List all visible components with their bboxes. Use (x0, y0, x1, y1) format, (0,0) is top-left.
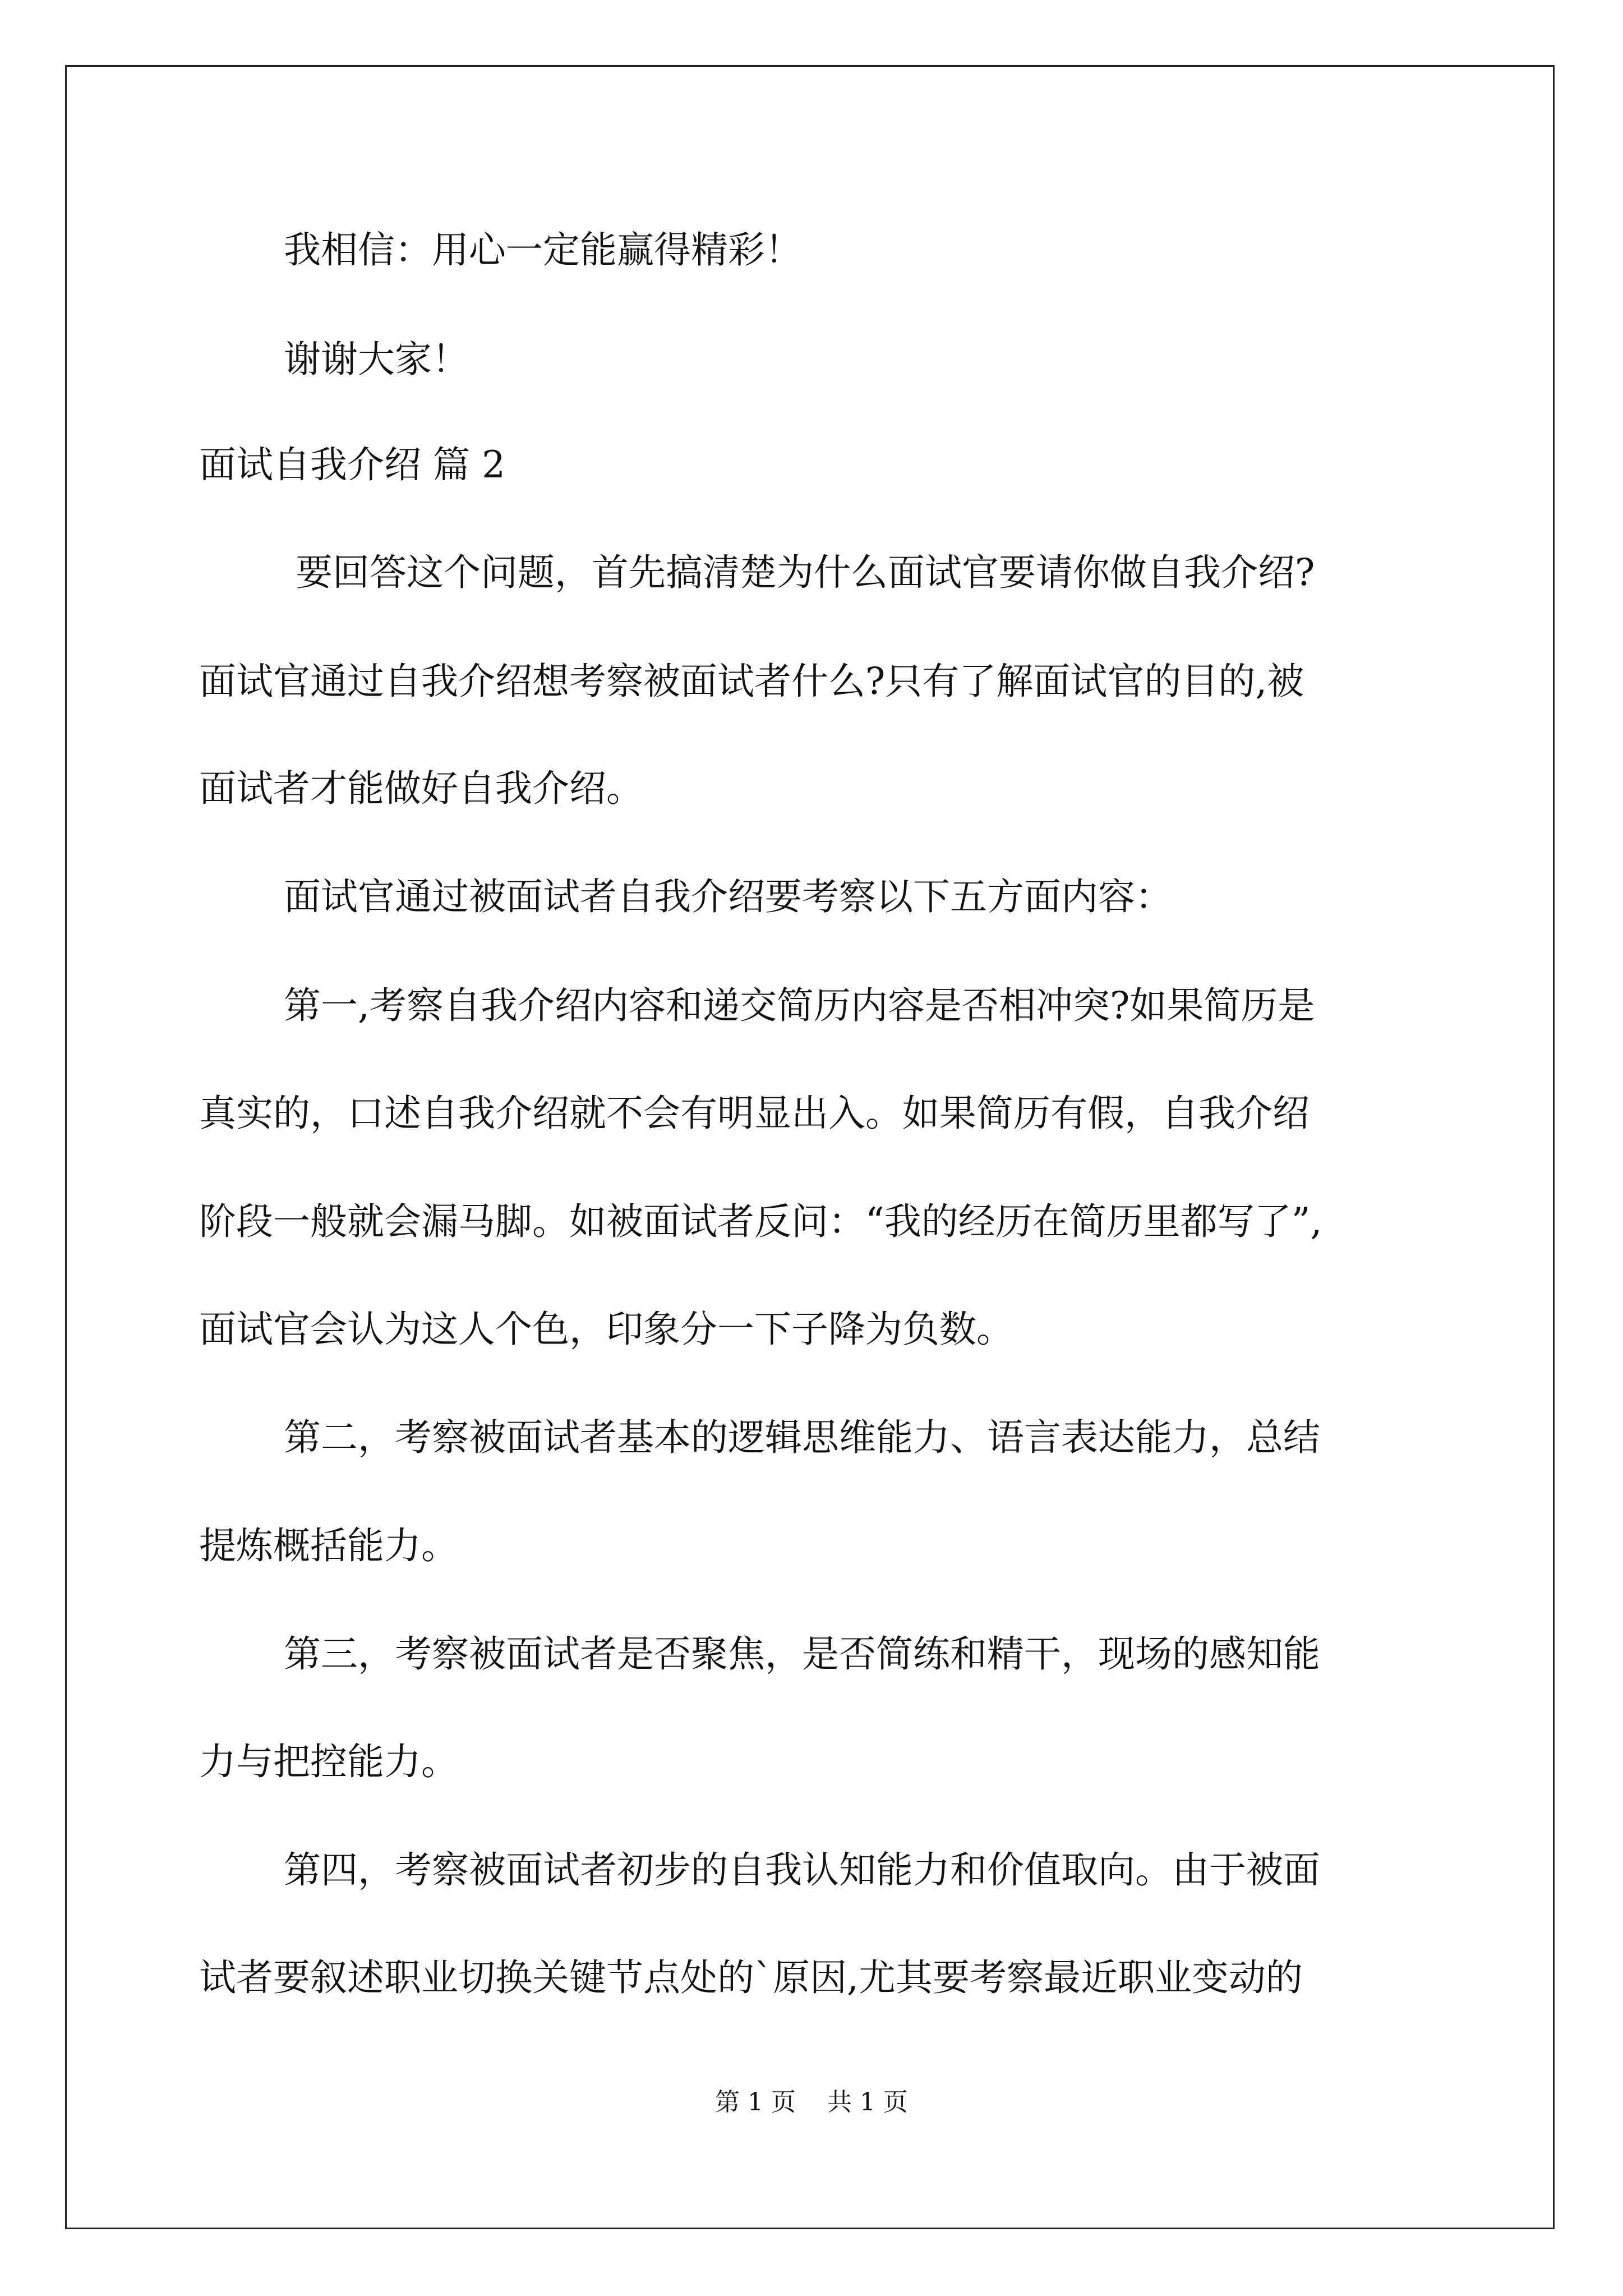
paragraph-line: 面试官会认为这人个色，印象分一下子降为负数。 (199, 1308, 1013, 1351)
paragraph-line: 第二，考察被面试者基本的逻辑思维能力、语言表达能力，总结 (284, 1416, 1320, 1459)
paragraph-line: 我相信：用心一定能赢得精彩！ (284, 228, 802, 272)
section-heading: 面试自我介绍 篇 2 (199, 443, 505, 486)
page-border (65, 65, 1555, 2229)
page-number-footer: 第 1 页 共 1 页 (715, 2088, 908, 2116)
paragraph-line: 第三，考察被面试者是否聚焦，是否简练和精干，现场的感知能 (284, 1632, 1320, 1676)
paragraph-line: 提炼概括能力。 (199, 1524, 458, 1567)
paragraph-line: 阶段一般就会漏马脚。如被面试者反问：“我的经历在简历里都写了”, (199, 1200, 1322, 1243)
paragraph-line: 第四，考察被面试者初步的自我认知能力和价值取向。由于被面 (284, 1848, 1320, 1892)
paragraph-line: 面试官通过自我介绍想考察被面试者什么?只有了解面试官的目的,被 (199, 660, 1304, 703)
paragraph-line: 谢谢大家！ (284, 338, 469, 381)
paragraph-line: 面试者才能做好自我介绍。 (199, 767, 643, 810)
paragraph-line: 力与把控能力。 (199, 1740, 458, 1783)
paragraph-line: 面试官通过被面试者自我介绍要考察以下五方面内容： (284, 875, 1172, 918)
paragraph-line: 要回答这个问题，首先搞清楚为什么面试官要请你做自我介绍? (284, 551, 1315, 594)
paragraph-line: 真实的，口述自我介绍就不会有明显出入。如果简历有假，自我介绍 (199, 1092, 1310, 1135)
paragraph-line: 试者要叙述职业切换关键节点处的`原因,尤其要考察最近职业变动的 (199, 1956, 1303, 1999)
paragraph-line: 第一,考察自我介绍内容和递交简历内容是否相冲突?如果简历是 (284, 984, 1315, 1027)
